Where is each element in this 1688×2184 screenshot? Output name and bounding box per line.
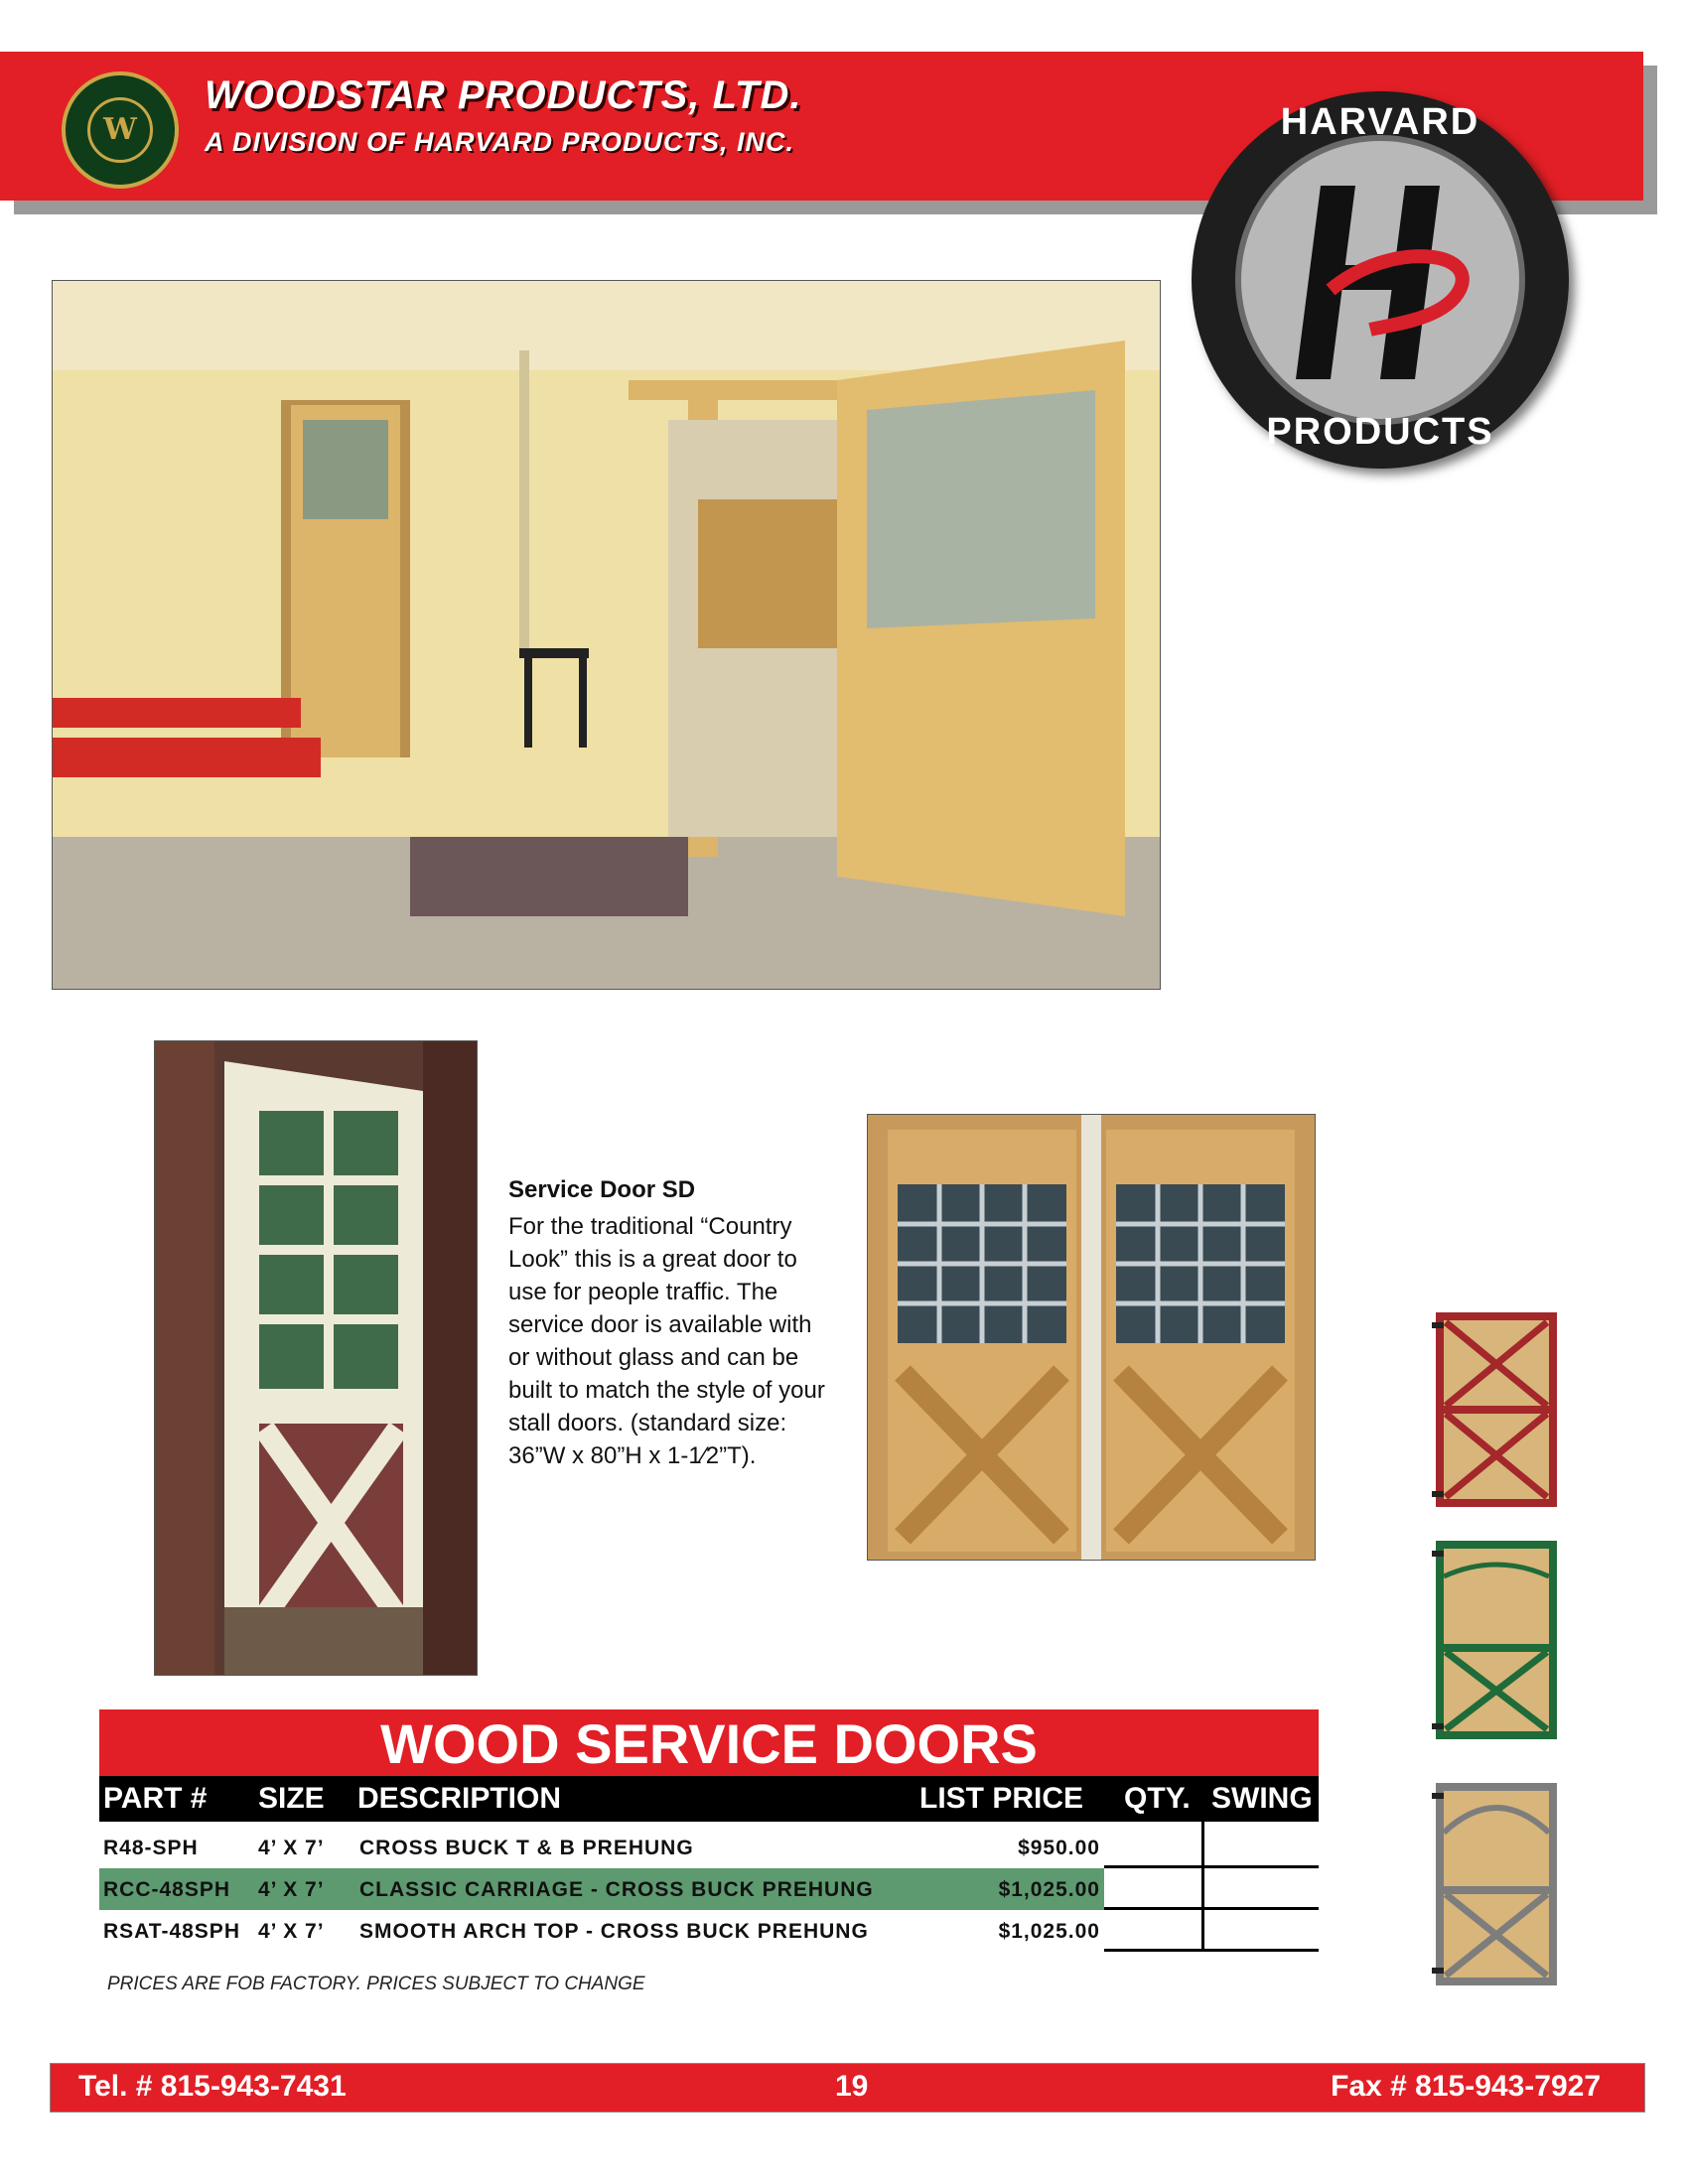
woodstar-logo: [62, 71, 179, 189]
cell-description: SMOOTH ARCH TOP - CROSS BUCK PREHUNG: [359, 1920, 869, 1943]
cell-size: 4’ X 7’: [258, 1878, 325, 1901]
company-division: A DIVISION OF HARVARD PRODUCTS, INC.: [205, 127, 795, 157]
company-name: WOODSTAR PRODUCTS, LTD.: [205, 73, 802, 117]
table-title: WOOD SERVICE DOORS: [99, 1709, 1319, 1776]
table-header-row: [99, 1776, 1319, 1822]
logo-bottom-word: PRODUCTS: [1266, 411, 1494, 453]
service-door-photo: [154, 1040, 478, 1676]
interior-photo: [52, 280, 1161, 990]
table-row: [99, 1910, 1319, 1952]
product-description-block: [508, 1173, 836, 1472]
product-name: Service Door SD: [508, 1176, 696, 1203]
pricing-note: PRICES ARE FOB FACTORY. PRICES SUBJECT TO CHANGE: [107, 1974, 645, 1994]
header-description: DESCRIPTION: [357, 1782, 562, 1815]
header-qty: QTY.: [1124, 1782, 1191, 1815]
cell-price: $950.00: [1018, 1837, 1100, 1859]
harvard-products-logo: [1192, 91, 1569, 469]
cell-price: $1,025.00: [998, 1878, 1100, 1901]
logo-top-word: HARVARD: [1280, 101, 1480, 143]
row-divider: [1104, 1907, 1319, 1910]
cell-size: 4’ X 7’: [258, 1837, 325, 1859]
row-divider: [1104, 1949, 1319, 1952]
cell-part: RCC-48SPH: [103, 1878, 231, 1901]
header-swing: SWING: [1211, 1782, 1313, 1815]
cell-price: $1,025.00: [998, 1920, 1100, 1943]
qty-divider: [1201, 1822, 1204, 1952]
table-row: [99, 1868, 1319, 1910]
cell-description: CLASSIC CARRIAGE - CROSS BUCK PREHUNG: [359, 1878, 874, 1901]
cell-description: CROSS BUCK T & B PREHUNG: [359, 1837, 694, 1859]
header-size: SIZE: [258, 1782, 325, 1815]
gray-door-illustration: [1432, 1783, 1557, 1985]
cell-part: RSAT-48SPH: [103, 1920, 240, 1943]
green-door-illustration: [1432, 1541, 1557, 1739]
double-door-photo: [867, 1114, 1316, 1561]
table-row: [99, 1827, 1319, 1868]
header-list-price: LIST PRICE: [919, 1782, 1084, 1815]
red-door-illustration: [1432, 1312, 1557, 1507]
page-number: 19: [835, 2070, 869, 2103]
product-description: For the traditional “Country Look” this is a great door to use for people traffic. The service door is available with or without glass and can be built to match the style of your stall doors. (standard size: 36”W x 80”H x 1-1⁄2”T).: [508, 1213, 825, 1469]
footer-bar: [50, 2063, 1645, 2113]
cell-part: R48-SPH: [103, 1837, 199, 1859]
woodstar-monogram: W: [87, 97, 153, 163]
footer-tel: Tel. # 815-943-7431: [78, 2070, 347, 2103]
row-divider: [1104, 1865, 1319, 1868]
header-part: PART #: [103, 1782, 208, 1815]
cell-size: 4’ X 7’: [258, 1920, 325, 1943]
footer-fax: Fax # 815-943-7927: [1331, 2070, 1601, 2103]
